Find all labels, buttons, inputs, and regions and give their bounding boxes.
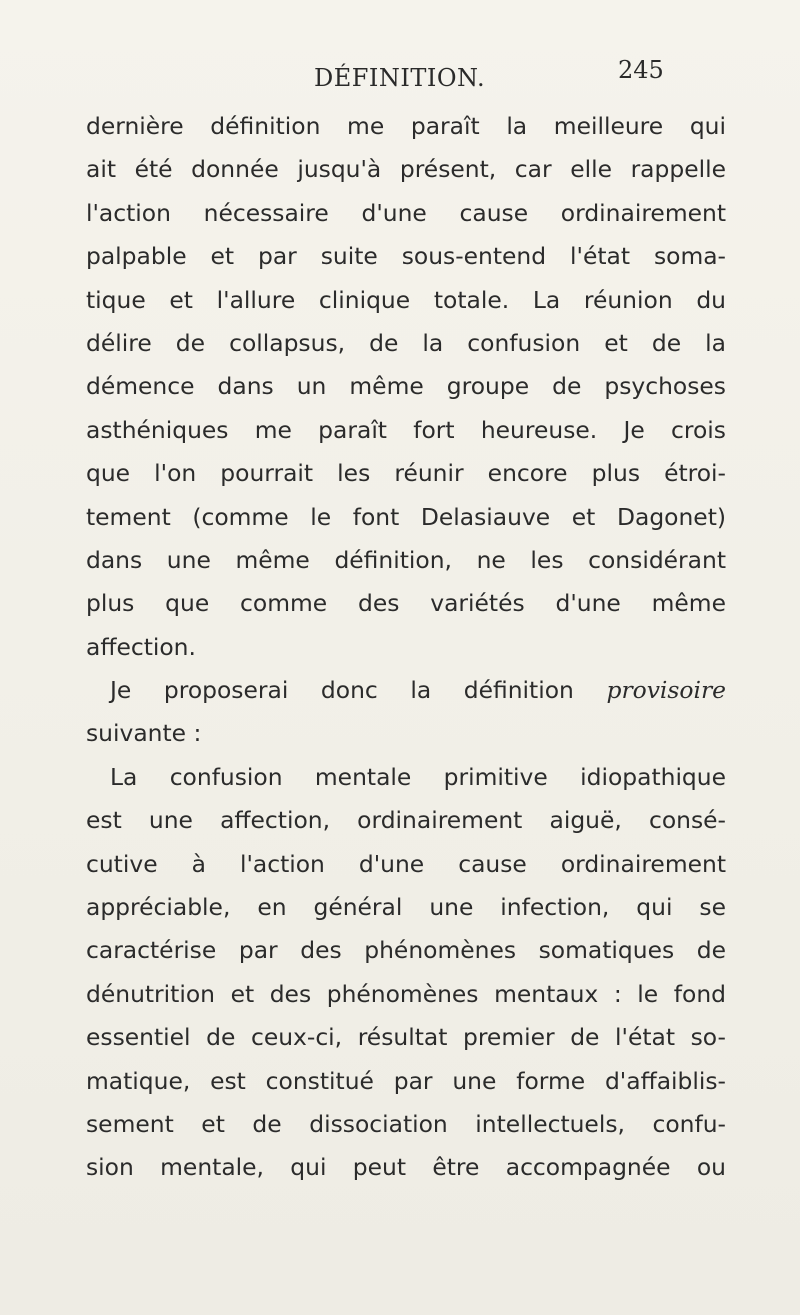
text-line: dénutrition et des phénomènes mentaux : le fond (86, 979, 726, 1008)
text-line: La confusion mentale primitive idiopathique (110, 762, 726, 791)
text-line: dans une même définition, ne les considérant (86, 545, 726, 574)
text-line: matique, est constitué par une forme d'affaiblis- (86, 1066, 726, 1095)
text-line: appréciable, en général une infection, qui se (86, 893, 726, 922)
text-line: asthéniques me paraît fort heureuse. Je crois (86, 415, 726, 444)
text-line: plus que comme des variétés d'une même (86, 589, 726, 618)
text-line: affection. (86, 632, 196, 661)
text-line: palpable et par suite sous-entend l'état soma- (86, 242, 726, 271)
text-line: suivante : (86, 719, 202, 748)
text-line: caractérise par des phénomènes somatiques de (86, 936, 726, 965)
text-line: est une affection, ordinairement aiguë, consé- (86, 806, 726, 835)
text-line: dernière définition me paraît la meilleure qui (86, 112, 726, 140)
page-header (0, 56, 800, 96)
text-line: essentiel de ceux-ci, résultat premier de l'état so- (86, 1023, 726, 1052)
text-line: cutive à l'action d'une cause ordinairement (86, 849, 726, 878)
text-segment: Je proposerai donc la définition (110, 676, 574, 705)
text-line: tement (comme le font Delasiauve et Dagonet) (86, 502, 726, 531)
text-line: que l'on pourrait les réunir encore plus étroi- (86, 459, 726, 488)
text-line: démence dans un même groupe de psychoses (86, 372, 726, 401)
emphasized-word: provisoire (606, 676, 726, 705)
page-number: 245 (618, 56, 664, 84)
text-line: l'action nécessaire d'une cause ordinairement (86, 198, 726, 227)
page-body (86, 105, 726, 1190)
text-line: sement et de dissociation intellectuels, confu- (86, 1109, 726, 1138)
running-title: DÉFINITION. (314, 64, 486, 92)
text-line: ait été donnée jusqu'à présent, car elle rappelle (86, 155, 726, 184)
text-line: sion mentale, qui peut être accompagnée ou (86, 1153, 726, 1182)
text-line: délire de collapsus, de la confusion et de la (86, 328, 726, 357)
text-line (86, 669, 726, 712)
text-line: tique et l'allure clinique totale. La réunion du (86, 285, 726, 314)
